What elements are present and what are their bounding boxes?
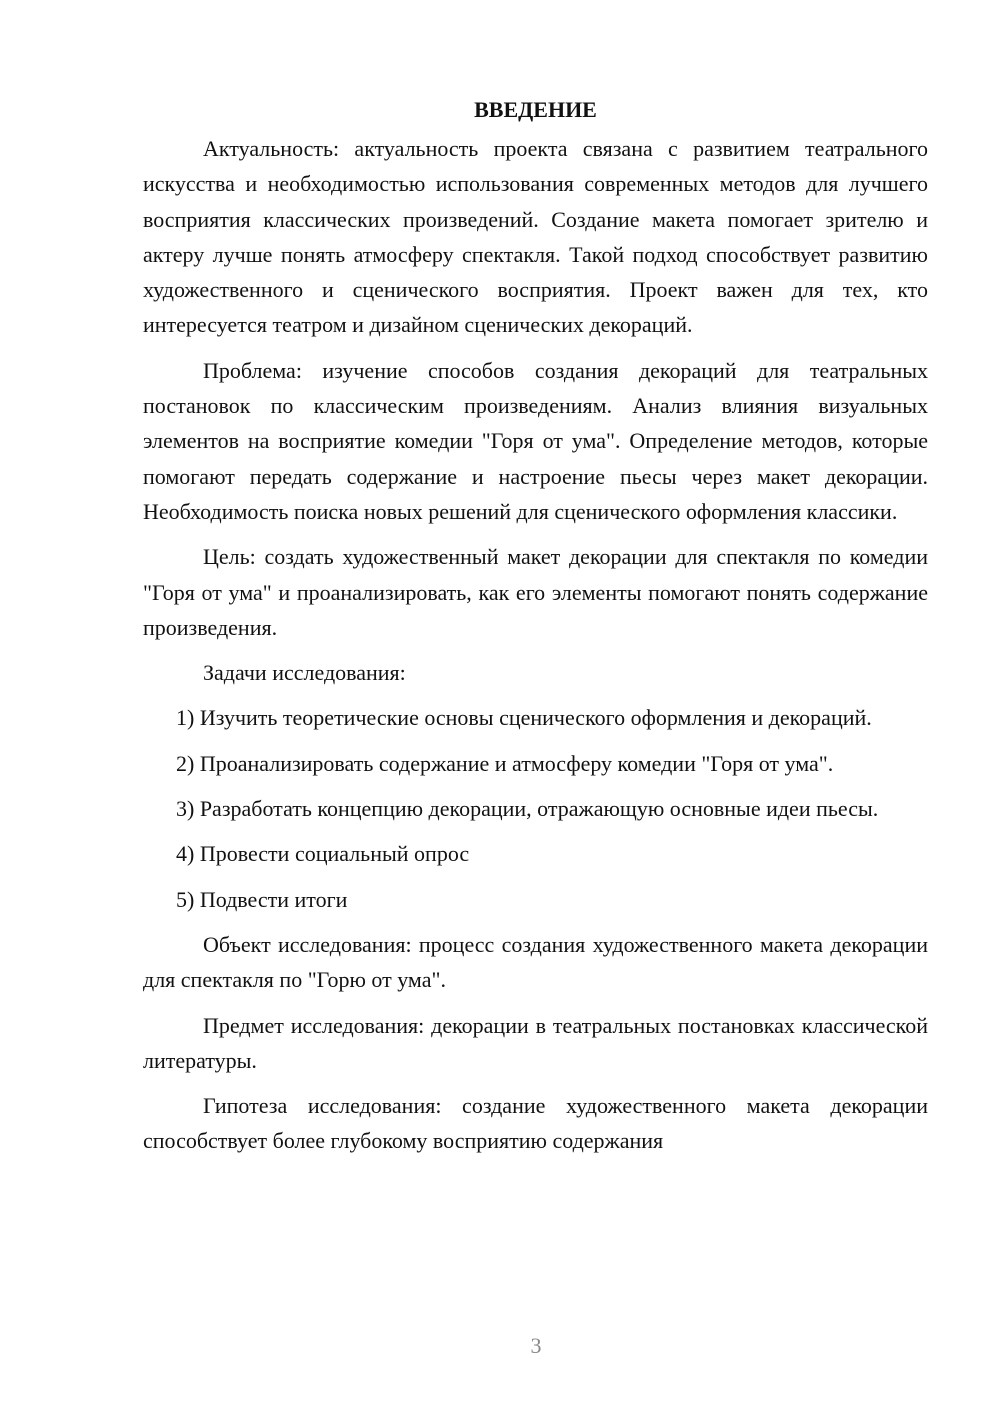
- paragraph-hypothesis: Гипотеза исследования: создание художественного макета декорации способствует более глубокому восприятию содержания: [143, 1093, 928, 1154]
- task-item-5: 5) Подвести итоги: [176, 886, 348, 912]
- document-body: [143, 92, 928, 1169]
- section-title: ВВЕДЕНИЕ: [474, 97, 597, 122]
- paragraph-tasks-heading: Задачи исследования:: [203, 660, 406, 686]
- task-item-1: 1) Изучить теоретические основы сценического оформления и декораций.: [176, 705, 872, 731]
- paragraph-goal: Цель: создать художественный макет декорации для спектакля по комедии "Горя от ума" и проанализировать, как его элементы помогают понять содержание произведения.: [143, 544, 928, 640]
- task-item-2: 2) Проанализировать содержание и атмосферу комедии "Горя от ума".: [176, 750, 834, 776]
- page-number: 3: [530, 1333, 542, 1358]
- task-item-3: 3) Разработать концепцию декорации, отражающую основные идеи пьесы.: [176, 796, 879, 822]
- paragraph-subject: Предмет исследования: декорации в театральных постановках классической литературы.: [143, 1012, 928, 1073]
- paragraph-problem: Проблема: изучение способов создания декораций для театральных постановок по классическим произведениям. Анализ влияния визуальных элементов на восприятие комедии "Горя от ума". Определение методов, которые помогают передать содержание и настроение пьесы через макет декорации. Необходимость поиска новых решений для сценического оформления классики.: [143, 357, 928, 524]
- paragraph-object: Объект исследования: процесс создания художественного макета декорации для спектакля по "Горю от ума".: [143, 931, 928, 993]
- paragraph-relevance: Актуальность: актуальность проекта связана с развитием театрального искусства и необходимостью использования современных методов для лучшего восприятия классических произведений. Создание макета помогает зрителю и актеру лучше понять атмосферу спектакля. Такой подход способствует развитию художественного и сценического восприятия. Проект важен для тех, кто интересуется театром и дизайном сценических декораций.: [143, 136, 928, 338]
- task-item-4: 4) Провести социальный опрос: [176, 841, 470, 867]
